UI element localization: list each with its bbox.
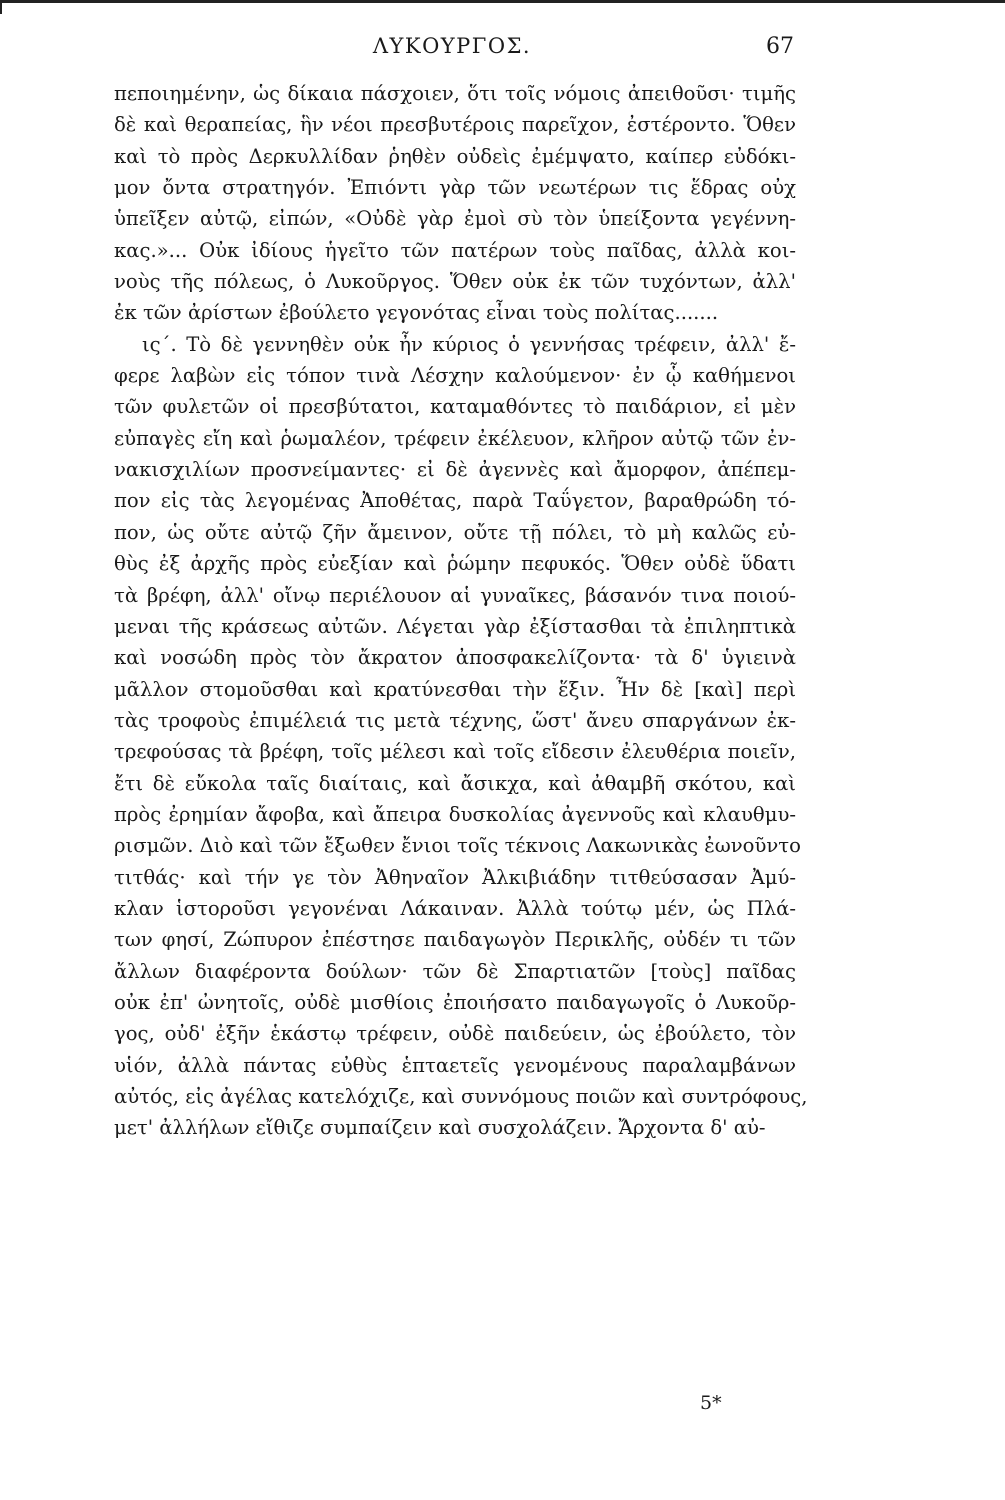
text-line: νοὺς τῆς πόλεως, ὁ Λυκοῦργος. Ὅθεν οὐκ ἐκ τῶν τυχόντων, ἀλλ' xyxy=(114,270,796,294)
text-line: φερε λαβὼν εἰς τόπον τινὰ Λέσχην καλούμενον· ἐν ᾧ καθήμενοι xyxy=(114,364,796,388)
running-title: ΛΥΚΟΥΡΓΟΣ. xyxy=(372,34,532,58)
text-line: εὐπαγὲς εἴη καὶ ῥωμαλέον, τρέφειν ἐκέλευον, κλῆρον αὐτῷ τῶν ἐν- xyxy=(114,426,796,450)
text-line: τῶν φυλετῶν οἱ πρεσβύτατοι, καταμαθόντες τὸ παιδάριον, εἰ μὲν xyxy=(114,395,796,419)
text-line: μον ὄντα στρατηγόν. Ἐπιόντι γὰρ τῶν νεωτέρων τις ἕδρας οὐχ xyxy=(114,176,796,200)
text-line: πον εἰς τὰς λεγομένας Ἀποθέτας, παρὰ Ταΰγετον, βαραθρώδη τό- xyxy=(114,489,796,513)
text-line: οὐκ ἐπ' ὠνητοῖς, οὐδὲ μισθίοις ἐποιήσατο παιδαγωγοῖς ὁ Λυκοῦρ- xyxy=(114,990,796,1014)
body-text xyxy=(114,78,808,1144)
text-line: υἱόν, ἀλλὰ πάντας εὐθὺς ἑπταετεῖς γενομένους παραλαμβάνων xyxy=(114,1053,796,1077)
text-line: πον, ὡς οὔτε αὐτῷ ζῆν ἄμεινον, οὔτε τῇ πόλει, τὸ μὴ καλῶς εὐ- xyxy=(114,520,796,544)
text-line: ἐκ τῶν ἀρίστων ἐβούλετο γεγονότας εἶναι τοὺς πολίτας....... xyxy=(114,301,719,325)
text-line: ις΄. Τὸ δὲ γεννηθὲν οὐκ ἦν κύριος ὁ γεννήσας τρέφειν, ἀλλ' ἔ- xyxy=(142,332,796,356)
text-line: ρισμῶν. Διὸ καὶ τῶν ἔξωθεν ἔνιοι τοῖς τέκνοις Λακωνικὰς ἐωνοῦντο xyxy=(114,834,801,858)
text-line: ὑπεῖξεν αὐτῷ, εἰπών, «Οὐδὲ γὰρ ἐμοὶ σὺ τὸν ὑπείξοντα γεγέννη- xyxy=(114,207,796,231)
signature-mark: 5* xyxy=(700,1392,722,1414)
text-line: γος, οὐδ' ἐξῆν ἑκάστῳ τρέφειν, οὐδὲ παιδεύειν, ὡς ἐβούλετο, τὸν xyxy=(114,1022,796,1046)
text-line: ἔτι δὲ εὔκολα ταῖς διαίταις, καὶ ἄσικχα, καὶ ἀθαμβῆ σκότου, καὶ xyxy=(114,771,796,795)
text-line: καὶ τὸ πρὸς Δερκυλλίδαν ῥηθὲν οὐδεὶς ἐμέμψατο, καίπερ εὐδόκι- xyxy=(114,144,796,168)
text-line: πεποιημένην, ὡς δίκαια πάσχοιεν, ὅτι τοῖς νόμοις ἀπειθοῦσι· τιμῆς xyxy=(114,82,796,105)
text-line: καὶ νοσώδη πρὸς τὸν ἄκρατον ἀποσφακελίζοντα· τὰ δ' ὑγιεινὰ xyxy=(114,646,796,670)
text-line: πρὸς ἐρημίαν ἄφοβα, καὶ ἄπειρα δυσκολίας ἀγεννοῦς καὶ κλαυθμυ- xyxy=(114,802,796,826)
text-line: μετ' ἀλλήλων εἴθιζε συμπαίζειν καὶ συσχολάζειν. Ἄρχοντα δ' αὐ- xyxy=(114,1116,766,1140)
text-line: ἄλλων διαφέροντα δούλων· τῶν δὲ Σπαρτιατῶν [τοὺς] παῖδας xyxy=(114,959,796,983)
text-line: μεναι τῆς κράσεως αὐτῶν. Λέγεται γὰρ ἐξίστασθαι τὰ ἐπιληπτικὰ xyxy=(114,614,796,638)
text-line: κλαν ἱστοροῦσι γεγονέναι Λάκαιναν. Ἀλλὰ τούτῳ μέν, ὡς Πλά- xyxy=(114,896,796,920)
text-line: κας.»... Οὐκ ἰδίους ἡγεῖτο τῶν πατέρων τοὺς παῖδας, ἀλλὰ κοι- xyxy=(114,238,796,262)
text-line: τιτθάς· καὶ τήν γε τὸν Ἀθηναῖον Ἀλκιβιάδην τιτθεύσασαν Ἀμύ- xyxy=(114,865,796,889)
text-line: τὰ βρέφη, ἀλλ' οἴνῳ περιέλουον αἱ γυναῖκες, βάσανόν τινα ποιού- xyxy=(114,583,796,607)
scan-edge-top xyxy=(0,0,1005,3)
scan-edge-left xyxy=(0,0,2,14)
text-line: τὰς τροφοὺς ἐπιμέλειά τις μετὰ τέχνης, ὥστ' ἄνευ σπαργάνων ἐκ- xyxy=(114,708,796,732)
page-header xyxy=(112,34,792,74)
page-number: 67 xyxy=(766,34,794,59)
text-line: θὺς ἐξ ἀρχῆς πρὸς εὐεξίαν καὶ ῥώμην πεφυκός. Ὅθεν οὐδὲ ὕδατι xyxy=(114,552,796,576)
text-line: αὐτός, εἰς ἀγέλας κατελόχιζε, καὶ συννόμους ποιῶν καὶ συντρόφους, xyxy=(114,1085,808,1108)
text-line: τρεφούσας τὰ βρέφη, τοῖς μέλεσι καὶ τοῖς εἴδεσιν ἐλευθέρια ποιεῖν, xyxy=(114,740,796,764)
text-line: μᾶλλον στομοῦσθαι καὶ κρατύνεσθαι τὴν ἕξιν. Ἦν δὲ [καὶ] περὶ xyxy=(114,677,796,701)
text-line: δὲ καὶ θεραπείας, ἣν νέοι πρεσβυτέροις παρεῖχον, ἐστέροντο. Ὅθεν xyxy=(114,113,796,137)
text-line: νακισχιλίων προσνείμαντες· εἰ δὲ ἀγεννὲς καὶ ἄμορφον, ἀπέπεμ- xyxy=(114,458,796,482)
text-line: των φησί, Ζώπυρον ἐπέστησε παιδαγωγὸν Περικλῆς, οὐδέν τι τῶν xyxy=(114,928,796,952)
